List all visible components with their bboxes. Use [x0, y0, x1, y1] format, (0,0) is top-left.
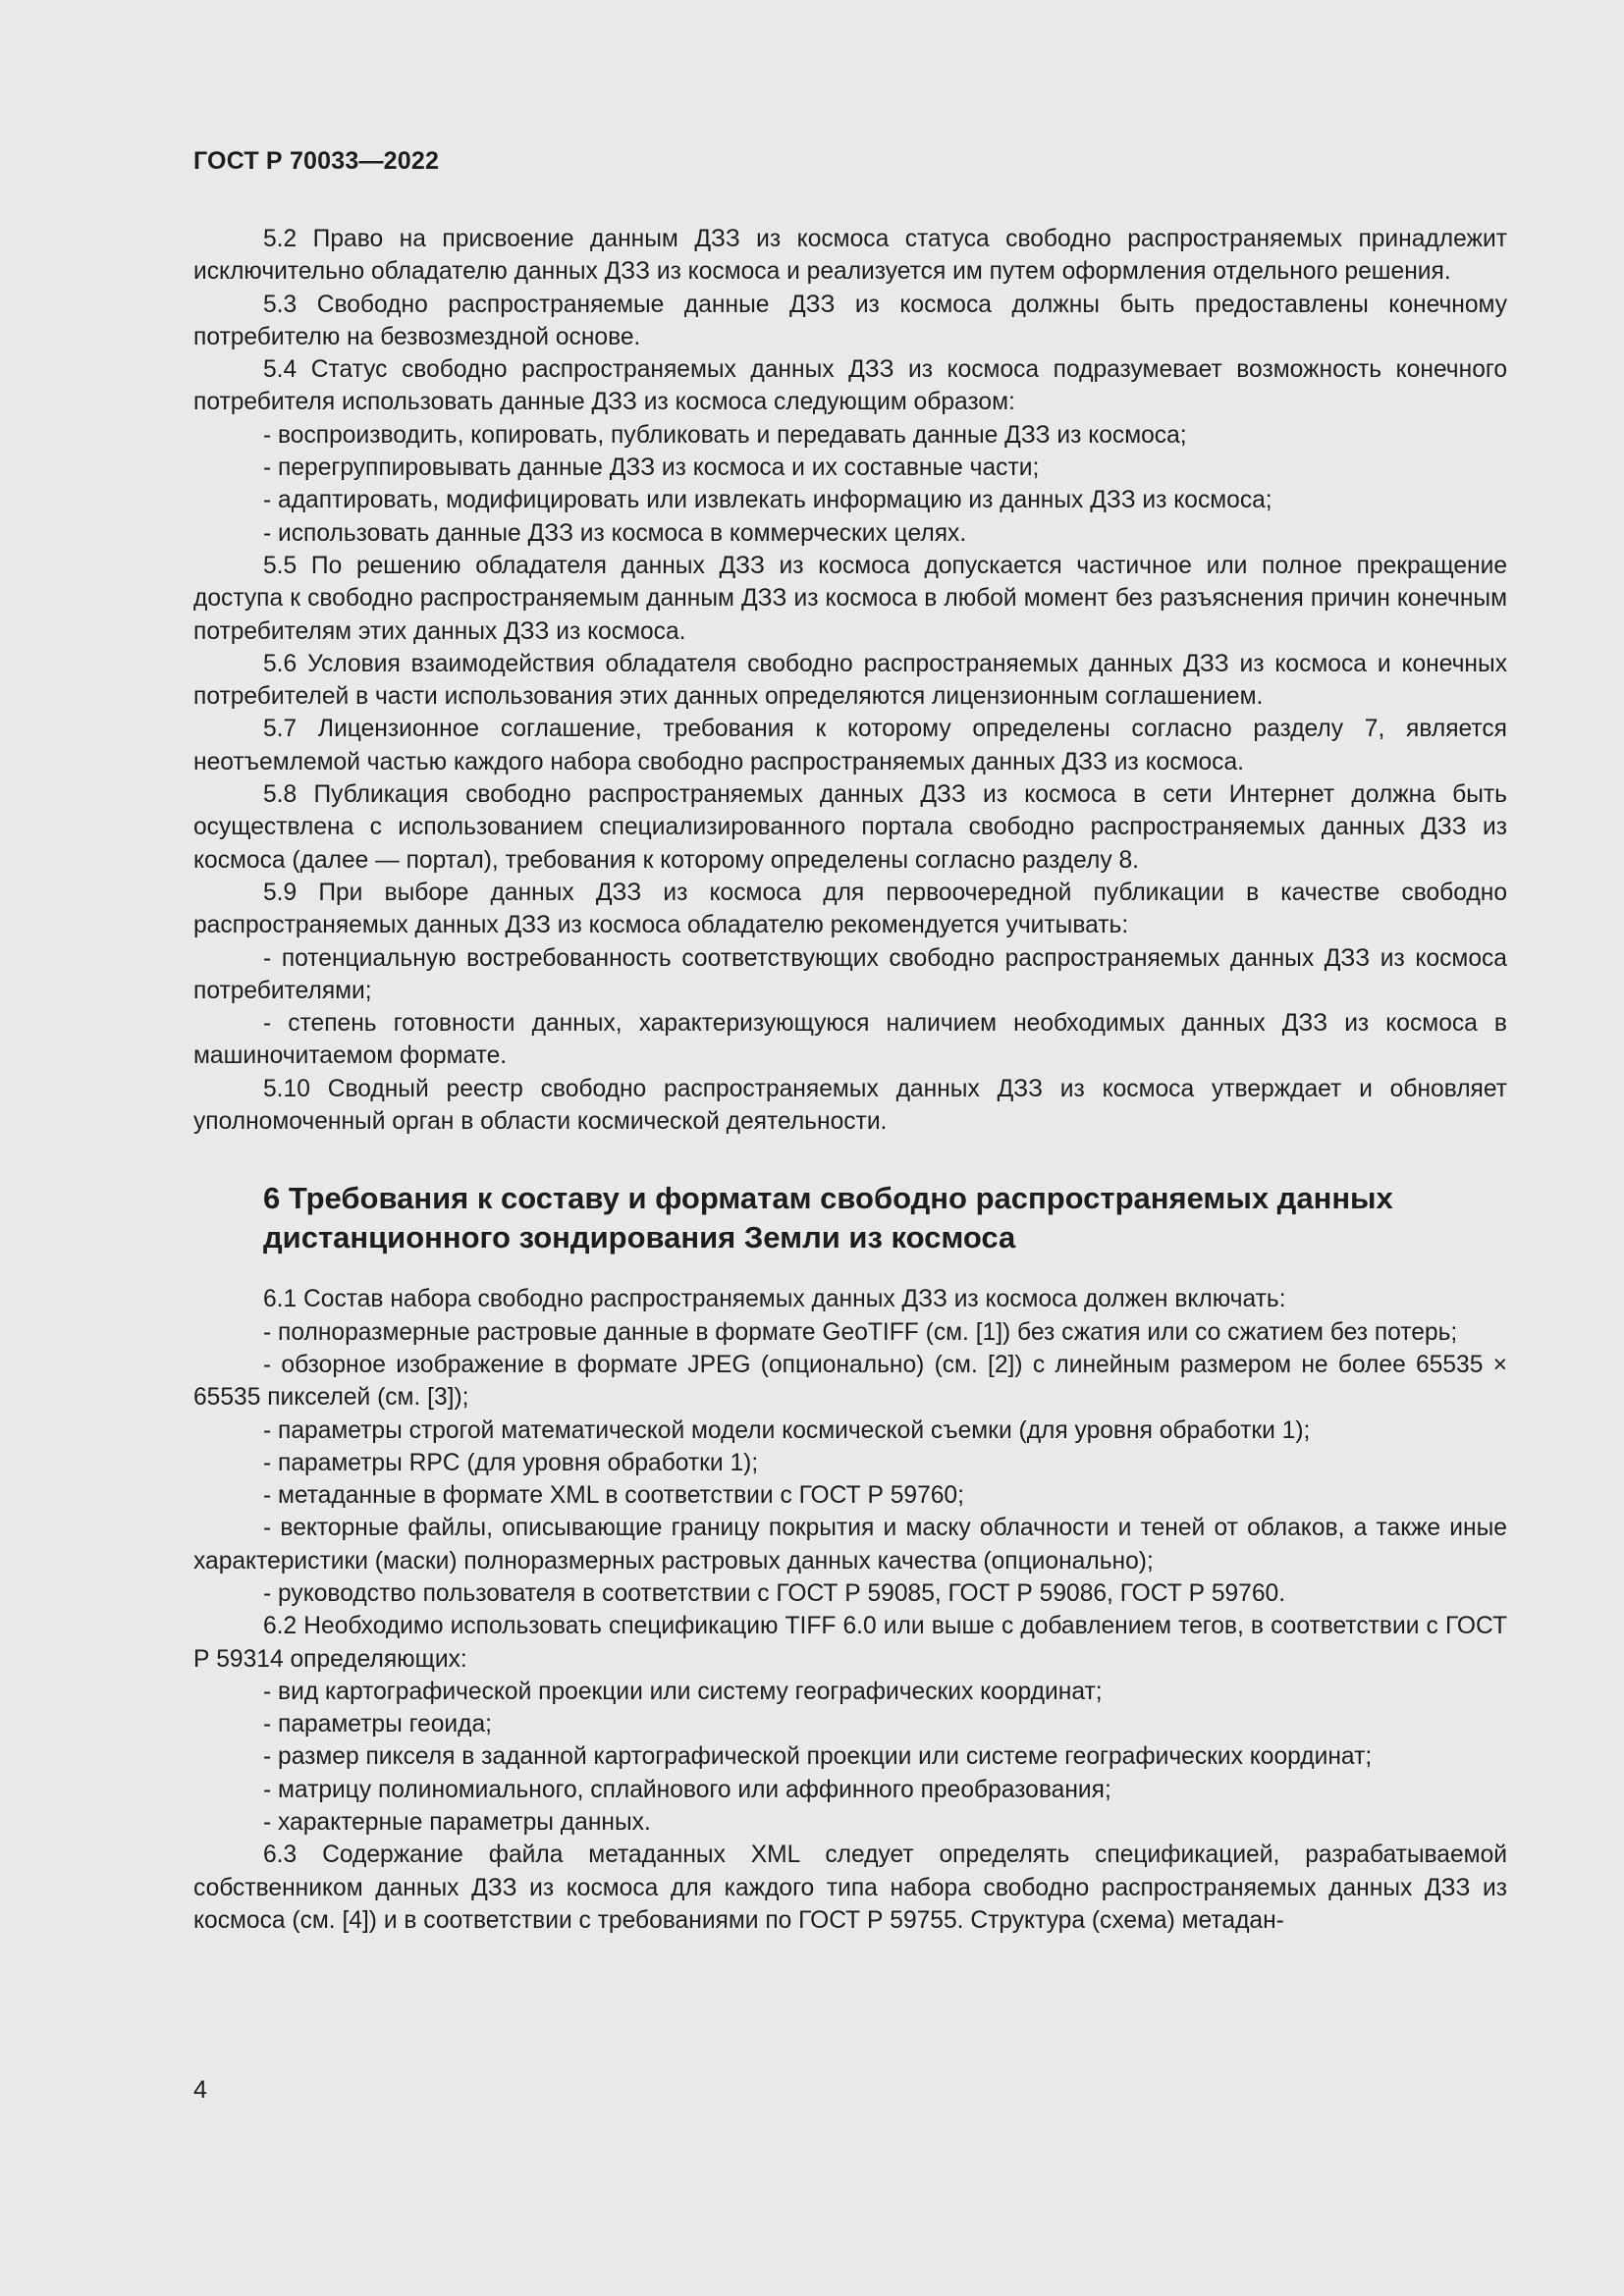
paragraph-5-10: 5.10 Сводный реестр свободно распространяемых данных ДЗЗ из космоса утверждает и обновляет уполномоченный орган в области космической деятельности.: [193, 1075, 1507, 1136]
list-item: - векторные файлы, описывающие границу покрытия и маску облачности и теней от облаков, а также иные характеристики (маски) полноразмерных растровых данных качества (опционально);: [193, 1515, 1507, 1575]
paragraph-5-4: 5.4 Статус свободно распространяемых данных ДЗЗ из космоса подразумевает возможность конечного потребителя использовать данные ДЗЗ из космоса следующим образом:: [193, 356, 1507, 416]
page-number: 4: [193, 2076, 207, 2104]
list-item: - вид картографической проекции или систему географических координат;: [263, 1678, 1103, 1705]
document-header: ГОСТ Р 70033—2022: [193, 147, 440, 175]
list-item: - параметры геоида;: [263, 1711, 492, 1738]
list-item: - обзорное изображение в формате JPEG (опционально) (см. [2]) с линейным размером не более 65535 × 65535 пикселей (см. [3]);: [193, 1351, 1507, 1412]
list-item: - метаданные в формате XML в соответствии с ГОСТ Р 59760;: [263, 1482, 964, 1510]
paragraph-5-9: 5.9 При выборе данных ДЗЗ из космоса для первоочередной публикации в качестве свободно распространяемых данных ДЗЗ из космоса обладателю рекомендуется учитывать:: [193, 879, 1507, 939]
paragraph-5-7: 5.7 Лицензионное соглашение, требования к которому определены согласно разделу 7, является неотъемлемой частью каждого набора свободно распространяемых данных ДЗЗ из космоса.: [193, 716, 1507, 775]
list-item: - перегруппировывать данные ДЗЗ из космоса и их составные части;: [263, 454, 1040, 482]
list-item: - адаптировать, модифицировать или извлекать информацию из данных ДЗЗ из космоса;: [263, 487, 1272, 514]
list-item: - размер пикселя в заданной картографической проекции или системе географических координат;: [263, 1743, 1373, 1771]
paragraph-5-8: 5.8 Публикация свободно распространяемых данных ДЗЗ из космоса в сети Интернет должна быть осуществлена с использованием специализированного портала свободно распространяемых данных ДЗЗ из космоса (далее — портал), требования к которому определены согласно разделу 8.: [193, 781, 1507, 874]
list-item: - степень готовности данных, характеризующуюся наличием необходимых данных ДЗЗ из космоса в машиночитаемом формате.: [193, 1010, 1507, 1070]
paragraph-6-2: 6.2 Необходимо использовать спецификацию TIFF 6.0 или выше с добавлением тегов, в соответствии с ГОСТ Р 59314 определяющих:: [193, 1613, 1507, 1673]
list-item: - характерные параметры данных.: [263, 1809, 651, 1837]
paragraph-6-3: 6.3 Содержание файла метаданных XML следует определять спецификацией, разрабатываемой собственником данных ДЗЗ из космоса для каждого типа набора свободно распространяемых данных ДЗЗ из космоса (см. [4]) и в соответствии с требованиями по ГОСТ Р 59755. Структура (схема) метадан-: [193, 1842, 1507, 1934]
document-body: [193, 223, 1507, 1937]
list-item: - руководство пользователя в соответствии с ГОСТ Р 59085, ГОСТ Р 59086, ГОСТ Р 59760.: [263, 1579, 1286, 1607]
list-item: - потенциальную востребованность соответствующих свободно распространяемых данных ДЗЗ из космоса потребителями;: [193, 944, 1507, 1004]
paragraph-5-5: 5.5 По решению обладателя данных ДЗЗ из космоса допускается частичное или полное прекращение доступа к свободно распространяемым данным ДЗЗ из космоса в любой момент без разъяснения причин конечным потребителям этих данных ДЗЗ из космоса.: [193, 552, 1507, 645]
list-item: - параметры строгой математической модели космической съемки (для уровня обработки 1);: [263, 1416, 1311, 1444]
paragraph-6-1: 6.1 Состав набора свободно распространяемых данных ДЗЗ из космоса должен включать:: [263, 1286, 1286, 1313]
paragraph-5-6: 5.6 Условия взаимодействия обладателя свободно распространяемых данных ДЗЗ из космоса и конечных потребителей в части использования этих данных определяются лицензионным соглашением.: [193, 650, 1507, 711]
list-item: - полноразмерные растровые данные в формате GeoTIFF (см. [1]) без сжатия или со сжатием без потерь;: [263, 1318, 1458, 1346]
list-item: - использовать данные ДЗЗ из космоса в коммерческих целях.: [263, 519, 967, 547]
paragraph-5-3: 5.3 Свободно распространяемые данные ДЗЗ из космоса должны быть предоставлены конечному потребителю на безвозмездной основе.: [193, 291, 1507, 350]
list-item: - параметры RPC (для уровня обработки 1);: [263, 1449, 759, 1476]
paragraph-5-2: 5.2 Право на присвоение данным ДЗЗ из космоса статуса свободно распространяемых принадлежит исключительно обладателю данных ДЗЗ из космоса и реализуется им путем оформления отдельного решения.: [193, 226, 1507, 286]
list-item: - матрицу полиномиального, сплайнового или аффинного преобразования;: [263, 1776, 1111, 1803]
list-item: - воспроизводить, копировать, публиковать и передавать данные ДЗЗ из космоса;: [263, 421, 1187, 449]
section-6-heading: 6 Требования к составу и форматам свободно распространяемых данных дистанционного зондирования Земли из космоса: [263, 1181, 1393, 1255]
